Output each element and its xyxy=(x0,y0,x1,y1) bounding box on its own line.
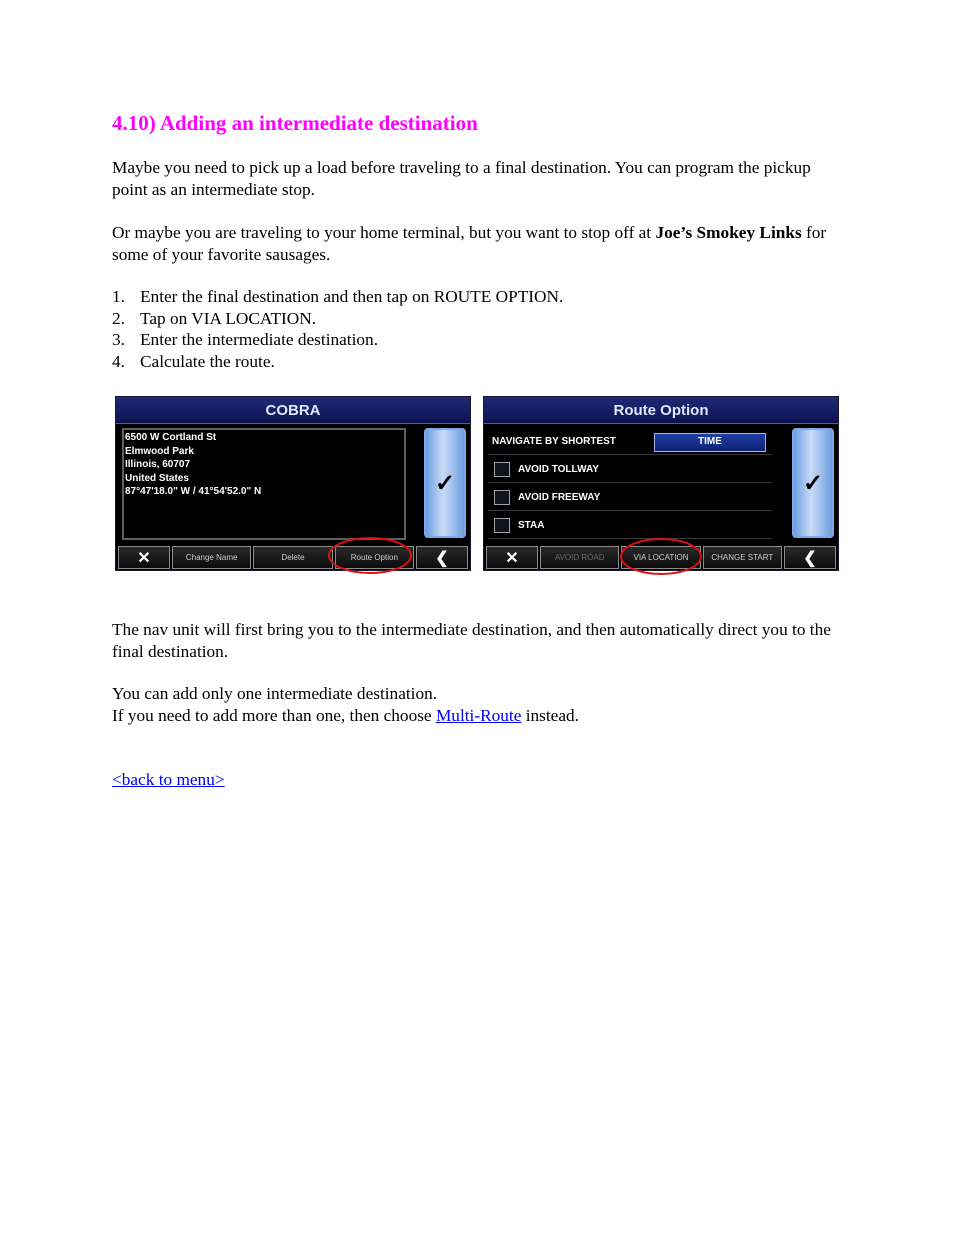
change-start-button[interactable]: CHANGE START xyxy=(703,546,782,569)
outro-paragraph-2 xyxy=(112,683,842,726)
address-line: Illinois, 60707 xyxy=(125,459,191,470)
route-option-button[interactable]: Route Option xyxy=(335,546,414,569)
route-options-list xyxy=(488,428,772,540)
address-box xyxy=(122,428,406,540)
nav-screenshot-address xyxy=(115,396,471,571)
step-text: Tap on VIA LOCATION. xyxy=(140,308,317,328)
intro-p2-text-before: Or maybe you are traveling to your home terminal, but you want to stop off at xyxy=(112,223,656,242)
option-row-avoid-tollway[interactable] xyxy=(488,456,772,483)
coordinates-line: 87°47'18.0" W / 41°54'52.0" N xyxy=(125,486,262,497)
highlight-circle-route-option xyxy=(328,537,412,574)
step-text: Enter the intermediate destination. xyxy=(140,330,379,350)
close-button[interactable] xyxy=(486,546,538,569)
navigate-by-row xyxy=(488,428,772,455)
checkmark-icon: ✓ xyxy=(434,469,456,497)
steps-list xyxy=(112,286,563,373)
back-button[interactable] xyxy=(784,546,836,569)
section-title: 4.10) Adding an intermediate destination xyxy=(112,111,478,135)
back-link-paragraph xyxy=(112,769,842,791)
back-button[interactable] xyxy=(416,546,468,569)
option-label: STAA xyxy=(518,520,545,531)
step-number: 1. xyxy=(112,287,125,306)
nav-screenshot-route-option xyxy=(483,396,839,571)
step-number: 4. xyxy=(112,352,125,372)
step-text: Enter the final destination and then tap on ROUTE OPTION. xyxy=(140,287,564,306)
checkbox-avoid-tollway[interactable] xyxy=(494,462,510,477)
outro-line-1: You can add only one intermediate destination. xyxy=(112,684,438,703)
address-line: 6500 W Cortland St xyxy=(125,432,217,443)
multi-route-link[interactable]: Multi-Route xyxy=(435,705,522,725)
chevron-left-icon: ❮ xyxy=(803,549,817,567)
option-row-staa[interactable] xyxy=(488,512,772,539)
step-number: 3. xyxy=(112,330,125,350)
change-name-button[interactable]: Change Name xyxy=(172,546,251,569)
close-icon: ✕ xyxy=(505,549,519,567)
time-toggle-button[interactable]: TIME xyxy=(654,433,766,452)
option-row-avoid-freeway[interactable] xyxy=(488,484,772,511)
step-item xyxy=(112,351,563,373)
close-button[interactable] xyxy=(118,546,170,569)
checkbox-staa[interactable] xyxy=(494,518,510,533)
outro-paragraph-1: The nav unit will first bring you to the intermediate destination, and then automatically direct you to the final destination. xyxy=(112,620,831,661)
highlight-circle-via-location xyxy=(620,538,702,575)
confirm-check-button[interactable] xyxy=(424,428,466,538)
intro-p2-text-after: for some of your favorite sausages. xyxy=(112,223,827,264)
step-item xyxy=(112,286,563,308)
option-label: AVOID TOLLWAY xyxy=(518,464,599,475)
checkmark-icon: ✓ xyxy=(802,469,824,497)
avoid-road-button[interactable]: AVOID ROAD xyxy=(540,546,619,569)
address-line: Elmwood Park xyxy=(125,445,194,457)
outro-line-2-after: instead. xyxy=(521,705,579,725)
option-label: AVOID FREEWAY xyxy=(518,492,601,503)
screen-title: Route Option xyxy=(484,397,838,424)
step-item xyxy=(112,329,563,351)
confirm-check-button[interactable] xyxy=(792,428,834,538)
chevron-left-icon: ❮ xyxy=(435,549,449,567)
close-icon: ✕ xyxy=(137,549,151,567)
joes-smokey-links: Joe’s Smokey Links xyxy=(655,223,802,242)
step-text: Calculate the route. xyxy=(140,352,275,372)
checkbox-avoid-freeway[interactable] xyxy=(494,490,510,505)
back-to-menu-link[interactable]: <back to menu> xyxy=(112,770,225,789)
outro-line-2-before: If you need to add more than one, then choose xyxy=(112,705,436,725)
address-line: United States xyxy=(125,472,189,484)
via-location-button[interactable]: VIA LOCATION xyxy=(621,546,700,569)
intro-paragraph-1: Maybe you need to pick up a load before traveling to a final destination. You can program the pickup point as an intermediate stop. xyxy=(112,158,811,199)
intro-paragraph-2 xyxy=(112,222,842,265)
screen-title: COBRA xyxy=(116,397,470,424)
screen-button-bar xyxy=(118,546,468,569)
step-number: 2. xyxy=(112,308,125,328)
navigate-by-label: NAVIGATE BY SHORTEST xyxy=(492,436,616,447)
step-item xyxy=(112,308,563,330)
delete-button[interactable]: Delete xyxy=(253,546,332,569)
